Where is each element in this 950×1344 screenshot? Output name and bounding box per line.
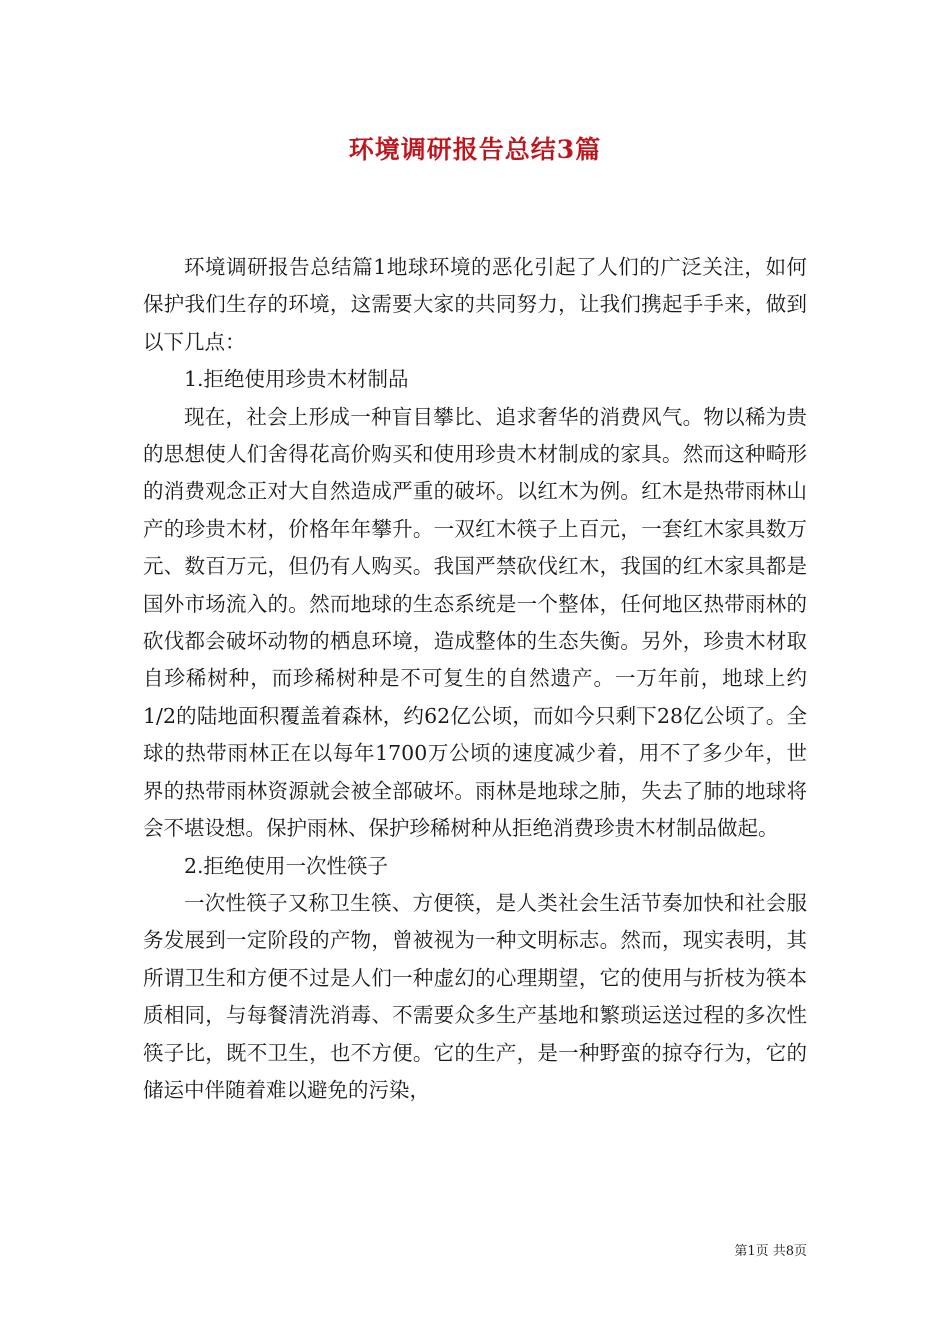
document-body: [143, 249, 807, 1109]
intro-paragraph: 环境调研报告总结篇1地球环境的恶化引起了人们的广泛关注，如何保护我们生存的环境，这需要大家的共同努力，让我们携起手手来，做到以下几点：: [143, 255, 807, 354]
section-heading-1: 1.拒绝使用珍贵木材制品: [184, 367, 409, 392]
section-heading-2: 2.拒绝使用一次性筷子: [184, 853, 389, 878]
page-number: 第1页 共8页: [734, 1244, 807, 1259]
body-paragraph-1: 现在，社会上形成一种盲目攀比、追求奢华的消费风气。物以稀为贵的思想使人们舍得花高价购买和使用珍贵木材制成的家具。然而这种畸形的消费观念正对大自然造成严重的破坏。以红木为例。红木是热带雨林山产的珍贵木材，价格年年攀升。一双红木筷子上百元，一套红木家具数万元、数百万元，但仍有人购买。我国严禁砍伐红木，我国的红木家具都是国外市场流入的。然而地球的生态系统是一个整体，任何地区热带雨林的砍伐都会破坏动物的栖息环境，造成整体的生态失衡。另外，珍贵木材取自珍稀树种，而珍稀树种是不可复生的自然遗产。一万年前，地球上约1/2的陆地面积覆盖着森林，约62亿公顷，而如今只剩下28亿公顷了。全球的热带雨林正在以每年1700万公顷的速度减少着，用不了多少年，世界的热带雨林资源就会被全部破坏。雨林是地球之肺，失去了肺的地球将会不堪设想。保护雨林、保护珍稀树种从拒绝消费珍贵木材制品做起。: [143, 404, 807, 841]
body-paragraph-2: 一次性筷子又称卫生筷、方便筷，是人类社会生活节奏加快和社会服务发展到一定阶段的产物，曾被视为一种文明标志。然而，现实表明，其所谓卫生和方便不过是人们一种虚幻的心理期望，它的使用与折枝为筷本质相同，与每餐清洗消毒、不需要众多生产基地和繁琐运送过程的多次性筷子比，既不卫生，也不方便。它的生产，是一种野蛮的掠夺行为，它的储运中伴随着难以避免的污染，: [143, 890, 807, 1102]
document-title: 环境调研报告总结3篇: [348, 135, 602, 164]
